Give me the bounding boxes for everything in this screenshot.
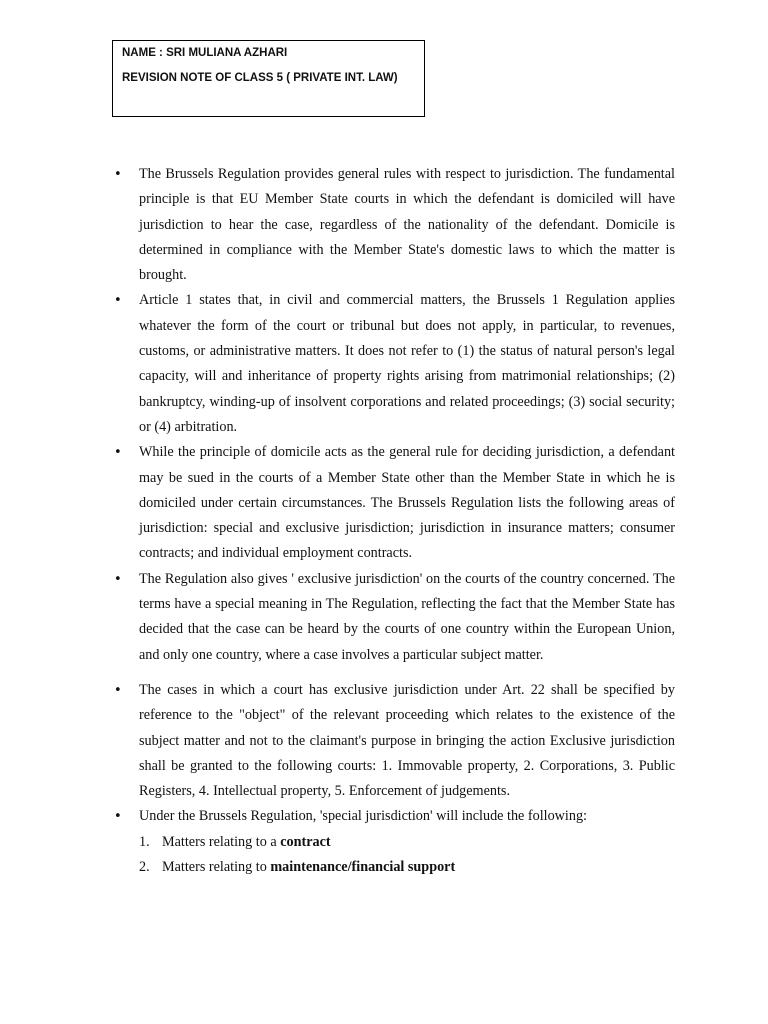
bullet-text: The Regulation also gives ' exclusive jurisdiction' on the courts of the country concerned. The terms have a special meaning in The Regulation, reflecting the fact that the Member State has decided that the case can be heard by the courts of one country within the European Union, and only one country, where a case involves a particular subject matter. xyxy=(139,570,675,663)
bullet-icon: • xyxy=(114,809,122,825)
item-emphasis: contract xyxy=(280,833,331,850)
item-text: Matters relating to a xyxy=(162,833,281,850)
bullet-text: Under the Brussels Regulation, 'special jurisdiction' will include the following: xyxy=(139,808,588,825)
bullet-icon: • xyxy=(114,445,122,461)
author-name: NAME : SRI MULIANA AZHARI xyxy=(122,47,288,59)
bullet-item xyxy=(112,162,675,288)
bullet-item xyxy=(112,440,675,566)
item-text: Matters relating to xyxy=(162,859,271,876)
bullet-icon: • xyxy=(114,682,122,698)
bullet-icon: • xyxy=(114,167,122,182)
document-body xyxy=(112,162,675,880)
bullet-item xyxy=(112,288,675,440)
item-number: 2. xyxy=(139,859,150,876)
bullet-item xyxy=(112,678,675,804)
bullet-list xyxy=(112,162,675,830)
numbered-item xyxy=(112,830,675,855)
bullet-icon: • xyxy=(114,571,122,587)
item-emphasis: maintenance/financial support xyxy=(270,859,456,876)
bullet-text: While the principle of domicile acts as the general rule for deciding jurisdiction, a defendant may be sued in the courts of a Member State other than the Member State in which he is domiciled under certain circumstances. The Brussels Regulation lists the following areas of jurisdiction: special and exclusive jurisdiction; jurisdiction in insurance matters; consumer contracts; and individual employment contracts. xyxy=(139,444,675,562)
document-title: REVISION NOTE OF CLASS 5 ( PRIVATE INT. LAW) xyxy=(122,72,398,84)
bullet-text: The Brussels Regulation provides general rules with respect to jurisdiction. The fundamental principle is that EU Member State courts in which the defendant is domiciled will have jurisdiction to hear the case, regardless of the nationality of the defendant. Domicile is determined in compliance with the Member State's domestic laws to which the matter is brought. xyxy=(139,166,675,284)
header-box xyxy=(112,40,425,117)
bullet-item xyxy=(112,567,675,668)
numbered-list xyxy=(112,830,675,881)
numbered-item xyxy=(112,855,675,880)
bullet-icon: • xyxy=(114,293,122,309)
bullet-item xyxy=(112,804,675,829)
bullet-text: Article 1 states that, in civil and commercial matters, the Brussels 1 Regulation applies whatever the form of the court or tribunal but does not apply, in particular, to revenues, customs, or administrative matters. It does not refer to (1) the status of natural person's legal capacity, will and inheritance of property rights arising from matrimonial relationships; (2) bankruptcy, winding-up of insolvent corporations and related proceedings; (3) social security; or (4) arbitration. xyxy=(139,292,675,435)
item-number: 1. xyxy=(139,833,150,850)
bullet-text: The cases in which a court has exclusive jurisdiction under Art. 22 shall be specified by reference to the "object" of the relevant proceeding which relates to the existence of the subject matter and not to the claimant's purpose in bringing the action Exclusive jurisdiction shall be granted to the following courts: 1. Immovable property, 2. Corporations, 3. Public Registers, 4. Intellectual property, 5. Enforcement of judgements. xyxy=(139,681,675,800)
